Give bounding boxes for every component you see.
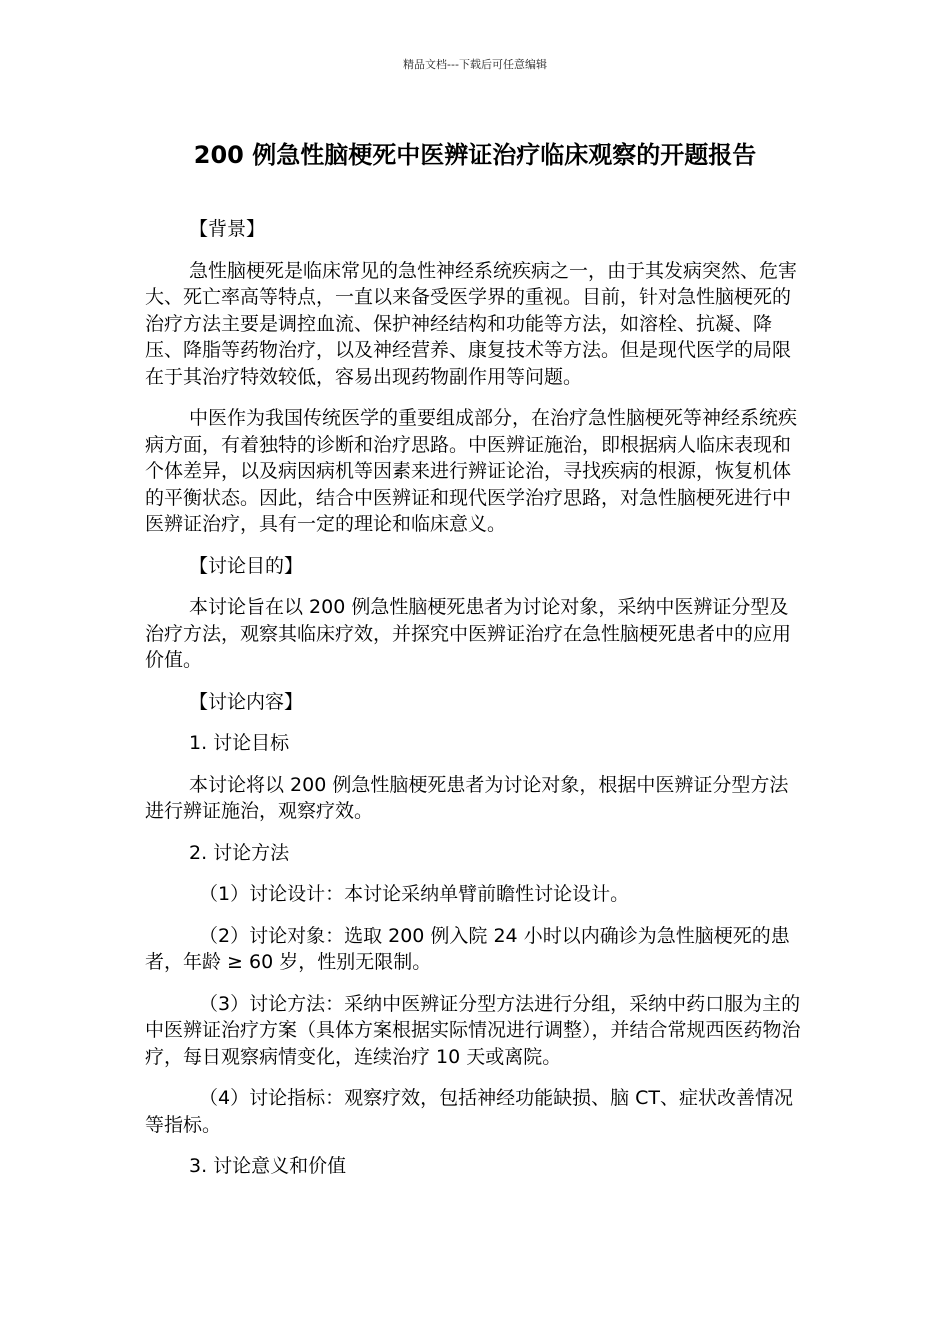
section-heading-purpose: 【讨论目的】 xyxy=(189,554,304,577)
method-design: （1）讨论设计：本讨论采纳单臂前瞻性讨论设计。 xyxy=(199,883,630,905)
method-procedure: （3）讨论方法：采纳中医辨证分型方法进行分组，采纳中药口服为主的中医辨证治疗方案（具体方案根据实际情况进行调整），并结合常规西医药物治疗，每日观察病情变化，连续治疗 10 天或离院。 xyxy=(145,992,801,1068)
section-heading-background: 【背景】 xyxy=(189,218,266,240)
content-item-2-title: 2. 讨论方法 xyxy=(189,841,290,864)
document-title: 200 例急性脑梗死中医辨证治疗临床观察的开题报告 xyxy=(193,141,757,169)
background-paragraph-2: 中医作为我国传统医学的重要组成部分，在治疗急性脑梗死等神经系统疾病方面，有着独特的诊断和治疗思路。中医辨证施治，即根据病人临床表现和个体差异，以及病因病机等因素来进行辨证论治，寻找疾病的根源，恢复机体的平衡状态。因此，结合中医辨证和现代医学治疗思路，对急性脑梗死进行中医辨证治疗，具有一定的理论和临床意义。 xyxy=(145,407,798,535)
content-item-1-text: 本讨论将以 200 例急性脑梗死患者为讨论对象，根据中医辨证分型方法进行辨证施治，观察疗效。 xyxy=(145,773,789,822)
content-item-1-title: 1. 讨论目标 xyxy=(189,732,290,754)
background-paragraph-1: 急性脑梗死是临床常见的急性神经系统疾病之一，由于其发病突然、危害大、死亡率高等特点，一直以来备受医学界的重视。目前，针对急性脑梗死的治疗方法主要是调控血流、保护神经结构和功能等方法，如溶栓、抗凝、降压、降脂等药物治疗，以及神经营养、康复技术等方法。但是现代医学的局限在于其治疗特效较低，容易出现药物副作用等问题。 xyxy=(145,259,798,388)
section-heading-content: 【讨论内容】 xyxy=(189,690,304,713)
method-indicators: （4）讨论指标：观察疗效，包括神经功能缺损、脑 CT、症状改善情况等指标。 xyxy=(145,1087,794,1136)
document-body xyxy=(145,216,807,1195)
method-subjects: （2）讨论对象：选取 200 例入院 24 小时以内确诊为急性脑梗死的患者，年龄 ≥ 60 岁，性别无限制。 xyxy=(145,924,790,973)
content-item-3-title: 3. 讨论意义和价值 xyxy=(189,1155,347,1177)
header-note: 精品文档---下载后可任意编辑 xyxy=(403,58,547,71)
purpose-paragraph: 本讨论旨在以 200 例急性脑梗死患者为讨论对象，采纳中医辨证分型及治疗方法，观察其临床疗效，并探究中医辨证治疗在急性脑梗死患者中的应用价值。 xyxy=(145,596,792,671)
